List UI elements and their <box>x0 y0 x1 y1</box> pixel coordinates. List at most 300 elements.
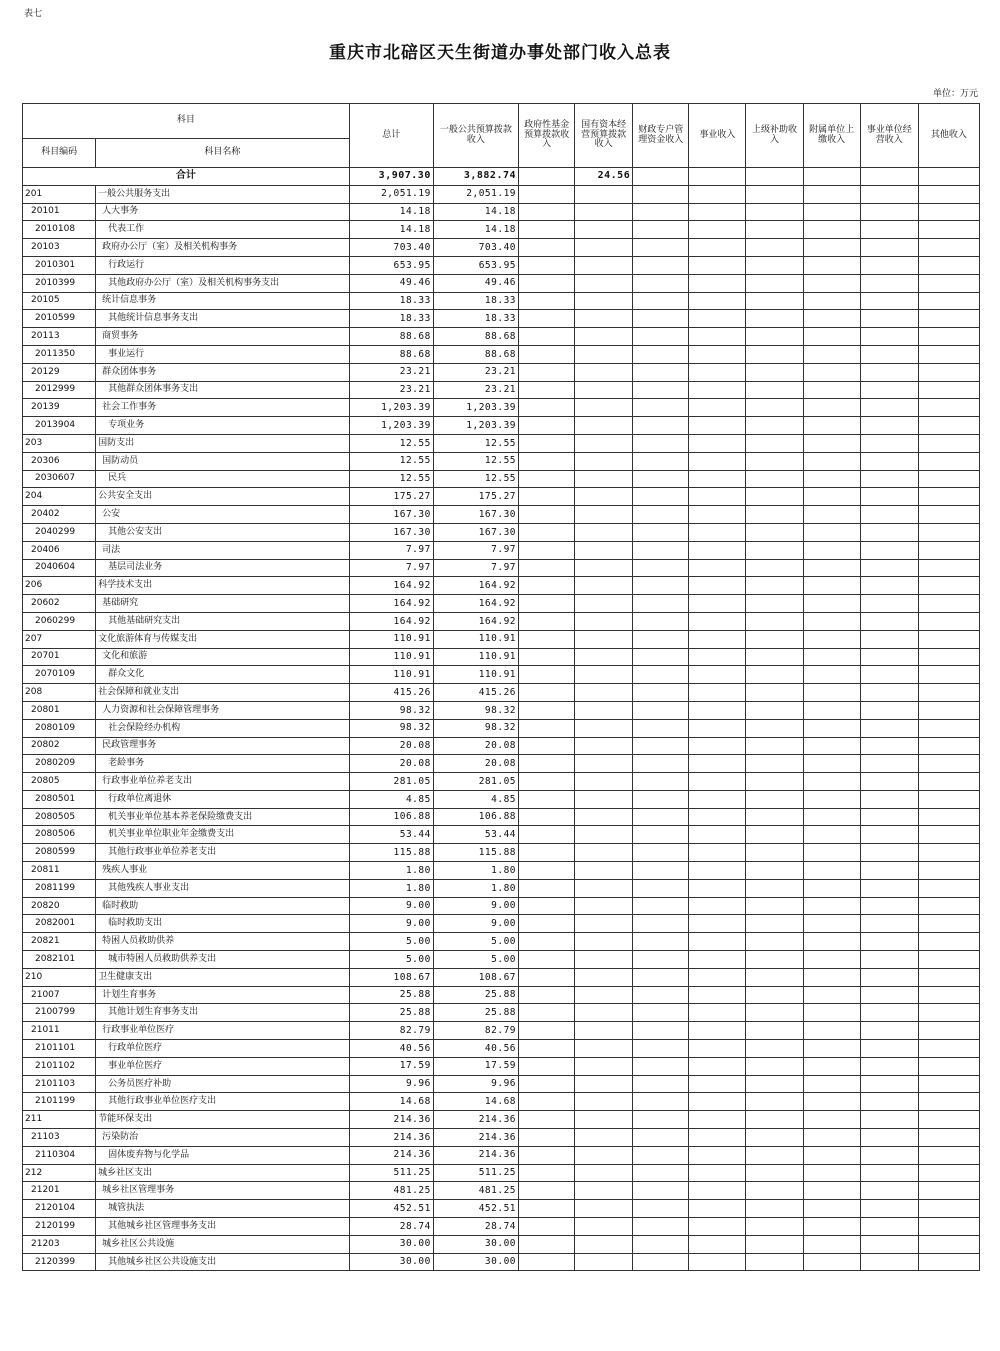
row-empty-cell <box>575 1146 633 1164</box>
row-code: 206 <box>23 577 96 595</box>
row-total: 452.51 <box>349 1200 433 1218</box>
row-code: 20805 <box>23 773 96 791</box>
row-empty-cell <box>519 185 575 203</box>
row-general-budget: 12.55 <box>433 470 518 488</box>
table-row <box>23 701 980 719</box>
row-empty-cell <box>860 506 918 524</box>
row-name: 人力资源和社会保障管理事务 <box>96 701 350 719</box>
row-code: 21103 <box>23 1129 96 1147</box>
row-empty-cell <box>519 1075 575 1093</box>
row-general-budget: 14.18 <box>433 203 518 221</box>
row-empty-cell <box>575 221 633 239</box>
row-code: 2080209 <box>23 755 96 773</box>
row-empty-cell <box>746 826 803 844</box>
row-empty-cell <box>633 523 689 541</box>
row-general-budget: 7.97 <box>433 541 518 559</box>
table-row <box>23 630 980 648</box>
row-empty-cell <box>519 1004 575 1022</box>
row-empty-cell <box>633 737 689 755</box>
row-empty-cell <box>575 1218 633 1236</box>
table-row <box>23 1200 980 1218</box>
row-code: 2011350 <box>23 345 96 363</box>
row-empty-cell <box>918 684 979 702</box>
row-empty-cell <box>803 345 860 363</box>
row-empty-cell <box>519 328 575 346</box>
row-code: 2120199 <box>23 1218 96 1236</box>
row-empty-cell <box>803 399 860 417</box>
row-empty-cell <box>860 559 918 577</box>
row-empty-cell <box>689 434 746 452</box>
row-code: 201 <box>23 185 96 203</box>
row-empty-cell <box>633 790 689 808</box>
row-empty-cell <box>575 363 633 381</box>
row-empty-cell <box>689 292 746 310</box>
row-general-budget: 9.00 <box>433 915 518 933</box>
row-empty-cell <box>575 310 633 328</box>
row-empty-cell <box>689 1218 746 1236</box>
table-row <box>23 185 980 203</box>
row-empty-cell <box>803 256 860 274</box>
row-empty-cell <box>860 879 918 897</box>
row-total: 1,203.39 <box>349 399 433 417</box>
row-empty-cell <box>575 381 633 399</box>
row-total: 53.44 <box>349 826 433 844</box>
summary-row <box>23 168 980 186</box>
row-empty-cell <box>575 737 633 755</box>
row-empty-cell <box>746 239 803 257</box>
row-empty-cell <box>519 862 575 880</box>
row-total: 1.80 <box>349 862 433 880</box>
row-empty-cell <box>918 1022 979 1040</box>
row-empty-cell <box>575 292 633 310</box>
row-empty-cell <box>918 1164 979 1182</box>
row-code: 2030607 <box>23 470 96 488</box>
row-total: 7.97 <box>349 541 433 559</box>
row-name: 公务员医疗补助 <box>96 1075 350 1093</box>
row-name: 其他城乡社区管理事务支出 <box>96 1218 350 1236</box>
row-general-budget: 25.88 <box>433 1004 518 1022</box>
row-total: 49.46 <box>349 274 433 292</box>
row-empty-cell <box>575 844 633 862</box>
row-empty-cell <box>918 933 979 951</box>
row-general-budget: 5.00 <box>433 933 518 951</box>
row-empty-cell <box>633 203 689 221</box>
row-empty-cell <box>633 684 689 702</box>
row-empty-cell <box>918 1218 979 1236</box>
row-empty-cell <box>519 684 575 702</box>
row-name: 国防支出 <box>96 434 350 452</box>
row-empty-cell <box>860 844 918 862</box>
row-empty-cell <box>575 1164 633 1182</box>
row-general-budget: 82.79 <box>433 1022 518 1040</box>
row-empty-cell <box>575 684 633 702</box>
row-empty-cell <box>689 1093 746 1111</box>
row-empty-cell <box>689 933 746 951</box>
row-empty-cell <box>860 755 918 773</box>
row-empty-cell <box>633 434 689 452</box>
row-empty-cell <box>803 310 860 328</box>
row-name: 其他计划生育事务支出 <box>96 1004 350 1022</box>
row-empty-cell <box>633 381 689 399</box>
row-empty-cell <box>860 1253 918 1271</box>
row-empty-cell <box>918 790 979 808</box>
row-empty-cell <box>860 1235 918 1253</box>
summary-total: 3,907.30 <box>349 168 433 186</box>
row-empty-cell <box>633 933 689 951</box>
row-name: 其他行政事业单位养老支出 <box>96 844 350 862</box>
row-code: 2010399 <box>23 274 96 292</box>
row-general-budget: 23.21 <box>433 381 518 399</box>
row-empty-cell <box>746 648 803 666</box>
row-general-budget: 703.40 <box>433 239 518 257</box>
row-empty-cell <box>575 933 633 951</box>
table-row <box>23 933 980 951</box>
row-empty-cell <box>918 1253 979 1271</box>
row-general-budget: 115.88 <box>433 844 518 862</box>
row-empty-cell <box>633 1129 689 1147</box>
row-empty-cell <box>519 488 575 506</box>
row-name: 文化和旅游 <box>96 648 350 666</box>
row-empty-cell <box>575 1004 633 1022</box>
row-code: 2082001 <box>23 915 96 933</box>
row-empty-cell <box>689 345 746 363</box>
row-total: 28.74 <box>349 1218 433 1236</box>
row-empty-cell <box>519 1111 575 1129</box>
row-general-budget: 20.08 <box>433 737 518 755</box>
row-general-budget: 110.91 <box>433 630 518 648</box>
row-name: 一般公共服务支出 <box>96 185 350 203</box>
row-empty-cell <box>519 434 575 452</box>
row-name: 民兵 <box>96 470 350 488</box>
row-empty-cell <box>918 1004 979 1022</box>
row-general-budget: 49.46 <box>433 274 518 292</box>
row-empty-cell <box>918 648 979 666</box>
row-empty-cell <box>689 488 746 506</box>
row-empty-cell <box>519 915 575 933</box>
row-empty-cell <box>575 968 633 986</box>
row-empty-cell <box>803 1218 860 1236</box>
row-general-budget: 25.88 <box>433 986 518 1004</box>
row-empty-cell <box>918 1040 979 1058</box>
row-empty-cell <box>860 434 918 452</box>
row-code: 211 <box>23 1111 96 1129</box>
row-empty-cell <box>803 1004 860 1022</box>
row-general-budget: 18.33 <box>433 292 518 310</box>
row-empty-cell <box>575 595 633 613</box>
row-empty-cell <box>689 737 746 755</box>
row-empty-cell <box>746 185 803 203</box>
table-row <box>23 1253 980 1271</box>
row-general-budget: 12.55 <box>433 452 518 470</box>
row-code: 2120399 <box>23 1253 96 1271</box>
row-empty-cell <box>746 630 803 648</box>
row-total: 108.67 <box>349 968 433 986</box>
row-empty-cell <box>803 239 860 257</box>
row-general-budget: 88.68 <box>433 345 518 363</box>
table-row <box>23 523 980 541</box>
row-total: 14.18 <box>349 221 433 239</box>
row-empty-cell <box>746 506 803 524</box>
row-empty-cell <box>689 701 746 719</box>
row-empty-cell <box>633 221 689 239</box>
row-general-budget: 17.59 <box>433 1057 518 1075</box>
row-empty-cell <box>633 239 689 257</box>
row-name: 行政运行 <box>96 256 350 274</box>
row-empty-cell <box>918 328 979 346</box>
row-empty-cell <box>803 879 860 897</box>
row-empty-cell <box>689 879 746 897</box>
row-empty-cell <box>689 915 746 933</box>
row-empty-cell <box>746 666 803 684</box>
table-row <box>23 879 980 897</box>
table-row <box>23 1218 980 1236</box>
table-row <box>23 256 980 274</box>
row-empty-cell <box>746 1111 803 1129</box>
row-code: 2101199 <box>23 1093 96 1111</box>
row-empty-cell <box>803 826 860 844</box>
row-code: 20820 <box>23 897 96 915</box>
row-empty-cell <box>633 1218 689 1236</box>
summary-state-capital: 24.56 <box>575 168 633 186</box>
table-row <box>23 951 980 969</box>
row-empty-cell <box>918 345 979 363</box>
row-empty-cell <box>918 1057 979 1075</box>
row-empty-cell <box>918 737 979 755</box>
row-empty-cell <box>689 808 746 826</box>
row-empty-cell <box>918 452 979 470</box>
row-empty-cell <box>860 701 918 719</box>
row-empty-cell <box>689 684 746 702</box>
row-general-budget: 28.74 <box>433 1218 518 1236</box>
row-empty-cell <box>575 577 633 595</box>
table-row <box>23 968 980 986</box>
row-empty-cell <box>575 185 633 203</box>
row-empty-cell <box>803 559 860 577</box>
row-code: 20306 <box>23 452 96 470</box>
row-empty-cell <box>575 951 633 969</box>
row-name: 其他城乡社区公共设施支出 <box>96 1253 350 1271</box>
row-total: 20.08 <box>349 737 433 755</box>
row-empty-cell <box>803 915 860 933</box>
row-empty-cell <box>803 203 860 221</box>
row-empty-cell <box>575 701 633 719</box>
table-row <box>23 488 980 506</box>
row-empty-cell <box>860 523 918 541</box>
row-total: 214.36 <box>349 1129 433 1147</box>
row-empty-cell <box>575 790 633 808</box>
row-empty-cell <box>803 577 860 595</box>
row-empty-cell <box>519 595 575 613</box>
table-row <box>23 684 980 702</box>
row-name: 城乡社区公共设施 <box>96 1235 350 1253</box>
row-empty-cell <box>633 897 689 915</box>
row-code: 20113 <box>23 328 96 346</box>
row-empty-cell <box>633 1022 689 1040</box>
row-name: 社会保障和就业支出 <box>96 684 350 702</box>
row-empty-cell <box>575 506 633 524</box>
row-empty-cell <box>918 363 979 381</box>
row-empty-cell <box>519 1200 575 1218</box>
row-general-budget: 12.55 <box>433 434 518 452</box>
row-name: 商贸事务 <box>96 328 350 346</box>
row-empty-cell <box>633 701 689 719</box>
table-row <box>23 790 980 808</box>
row-name: 其他群众团体事务支出 <box>96 381 350 399</box>
row-code: 21011 <box>23 1022 96 1040</box>
row-empty-cell <box>918 1182 979 1200</box>
row-name: 司法 <box>96 541 350 559</box>
row-empty-cell <box>689 612 746 630</box>
row-empty-cell <box>746 951 803 969</box>
row-empty-cell <box>575 488 633 506</box>
row-name: 社会保险经办机构 <box>96 719 350 737</box>
row-empty-cell <box>746 363 803 381</box>
table-row <box>23 470 980 488</box>
row-empty-cell <box>918 221 979 239</box>
row-general-budget: 5.00 <box>433 951 518 969</box>
row-code: 20103 <box>23 239 96 257</box>
row-empty-cell <box>575 986 633 1004</box>
row-empty-cell <box>689 1057 746 1075</box>
row-total: 281.05 <box>349 773 433 791</box>
row-code: 20801 <box>23 701 96 719</box>
row-empty-cell <box>575 773 633 791</box>
row-empty-cell <box>689 506 746 524</box>
row-name: 行政事业单位医疗 <box>96 1022 350 1040</box>
row-empty-cell <box>746 986 803 1004</box>
table-row <box>23 1235 980 1253</box>
table-row <box>23 399 980 417</box>
row-empty-cell <box>746 1200 803 1218</box>
row-empty-cell <box>519 523 575 541</box>
row-name: 统计信息事务 <box>96 292 350 310</box>
row-empty-cell <box>803 666 860 684</box>
row-code: 2040299 <box>23 523 96 541</box>
row-empty-cell <box>519 737 575 755</box>
row-empty-cell <box>860 737 918 755</box>
row-empty-cell <box>575 541 633 559</box>
table-row <box>23 1040 980 1058</box>
row-code: 2010301 <box>23 256 96 274</box>
row-empty-cell <box>519 826 575 844</box>
row-name: 节能环保支出 <box>96 1111 350 1129</box>
row-empty-cell <box>746 684 803 702</box>
row-empty-cell <box>575 1075 633 1093</box>
row-empty-cell <box>689 256 746 274</box>
row-empty-cell <box>746 595 803 613</box>
row-empty-cell <box>746 328 803 346</box>
table-row <box>23 897 980 915</box>
row-empty-cell <box>803 1111 860 1129</box>
row-code: 207 <box>23 630 96 648</box>
row-general-budget: 167.30 <box>433 523 518 541</box>
row-empty-cell <box>918 595 979 613</box>
row-general-budget: 175.27 <box>433 488 518 506</box>
row-empty-cell <box>918 417 979 435</box>
row-code: 20105 <box>23 292 96 310</box>
row-code: 2081199 <box>23 879 96 897</box>
row-empty-cell <box>803 1093 860 1111</box>
row-empty-cell <box>689 274 746 292</box>
row-empty-cell <box>575 1093 633 1111</box>
row-empty-cell <box>746 434 803 452</box>
row-name: 群众文化 <box>96 666 350 684</box>
row-code: 20821 <box>23 933 96 951</box>
row-empty-cell <box>803 363 860 381</box>
unit-label: 单位：万元 <box>932 89 978 99</box>
row-empty-cell <box>575 808 633 826</box>
row-empty-cell <box>633 879 689 897</box>
row-general-budget: 20.08 <box>433 755 518 773</box>
row-empty-cell <box>633 630 689 648</box>
row-empty-cell <box>746 381 803 399</box>
row-empty-cell <box>918 310 979 328</box>
row-general-budget: 18.33 <box>433 310 518 328</box>
row-empty-cell <box>860 933 918 951</box>
row-empty-cell <box>918 897 979 915</box>
row-empty-cell <box>803 274 860 292</box>
row-empty-cell <box>575 630 633 648</box>
row-empty-cell <box>746 879 803 897</box>
row-total: 9.96 <box>349 1075 433 1093</box>
row-empty-cell <box>689 595 746 613</box>
row-total: 25.88 <box>349 1004 433 1022</box>
row-empty-cell <box>519 1129 575 1147</box>
row-empty-cell <box>803 755 860 773</box>
row-empty-cell <box>746 1235 803 1253</box>
row-empty-cell <box>575 897 633 915</box>
row-empty-cell <box>918 203 979 221</box>
row-name: 基础研究 <box>96 595 350 613</box>
row-empty-cell <box>575 239 633 257</box>
row-empty-cell <box>519 808 575 826</box>
row-empty-cell <box>746 1093 803 1111</box>
row-empty-cell <box>860 684 918 702</box>
row-code: 2082101 <box>23 951 96 969</box>
row-empty-cell <box>860 773 918 791</box>
row-empty-cell <box>575 648 633 666</box>
row-empty-cell <box>575 862 633 880</box>
row-empty-cell <box>860 630 918 648</box>
table-row <box>23 1111 980 1129</box>
row-empty-cell <box>860 666 918 684</box>
summary-general-budget: 3,882.74 <box>433 168 518 186</box>
col-superior-subsidy: 上级补助收入 <box>746 104 803 168</box>
row-empty-cell <box>575 1182 633 1200</box>
table-row <box>23 826 980 844</box>
row-empty-cell <box>860 452 918 470</box>
row-code: 210 <box>23 968 96 986</box>
row-empty-cell <box>803 701 860 719</box>
row-empty-cell <box>519 719 575 737</box>
row-empty-cell <box>633 328 689 346</box>
row-empty-cell <box>918 1129 979 1147</box>
row-general-budget: 23.21 <box>433 363 518 381</box>
row-name: 行政事业单位养老支出 <box>96 773 350 791</box>
row-empty-cell <box>689 239 746 257</box>
row-total: 1.80 <box>349 879 433 897</box>
col-operation: 事业单位经营收入 <box>860 104 918 168</box>
row-empty-cell <box>803 986 860 1004</box>
row-empty-cell <box>633 951 689 969</box>
row-empty-cell <box>689 1200 746 1218</box>
row-empty-cell <box>860 256 918 274</box>
col-state-capital: 国有资本经营预算拨款收入 <box>575 104 633 168</box>
table-row <box>23 612 980 630</box>
row-total: 40.56 <box>349 1040 433 1058</box>
row-total: 25.88 <box>349 986 433 1004</box>
row-empty-cell <box>519 790 575 808</box>
